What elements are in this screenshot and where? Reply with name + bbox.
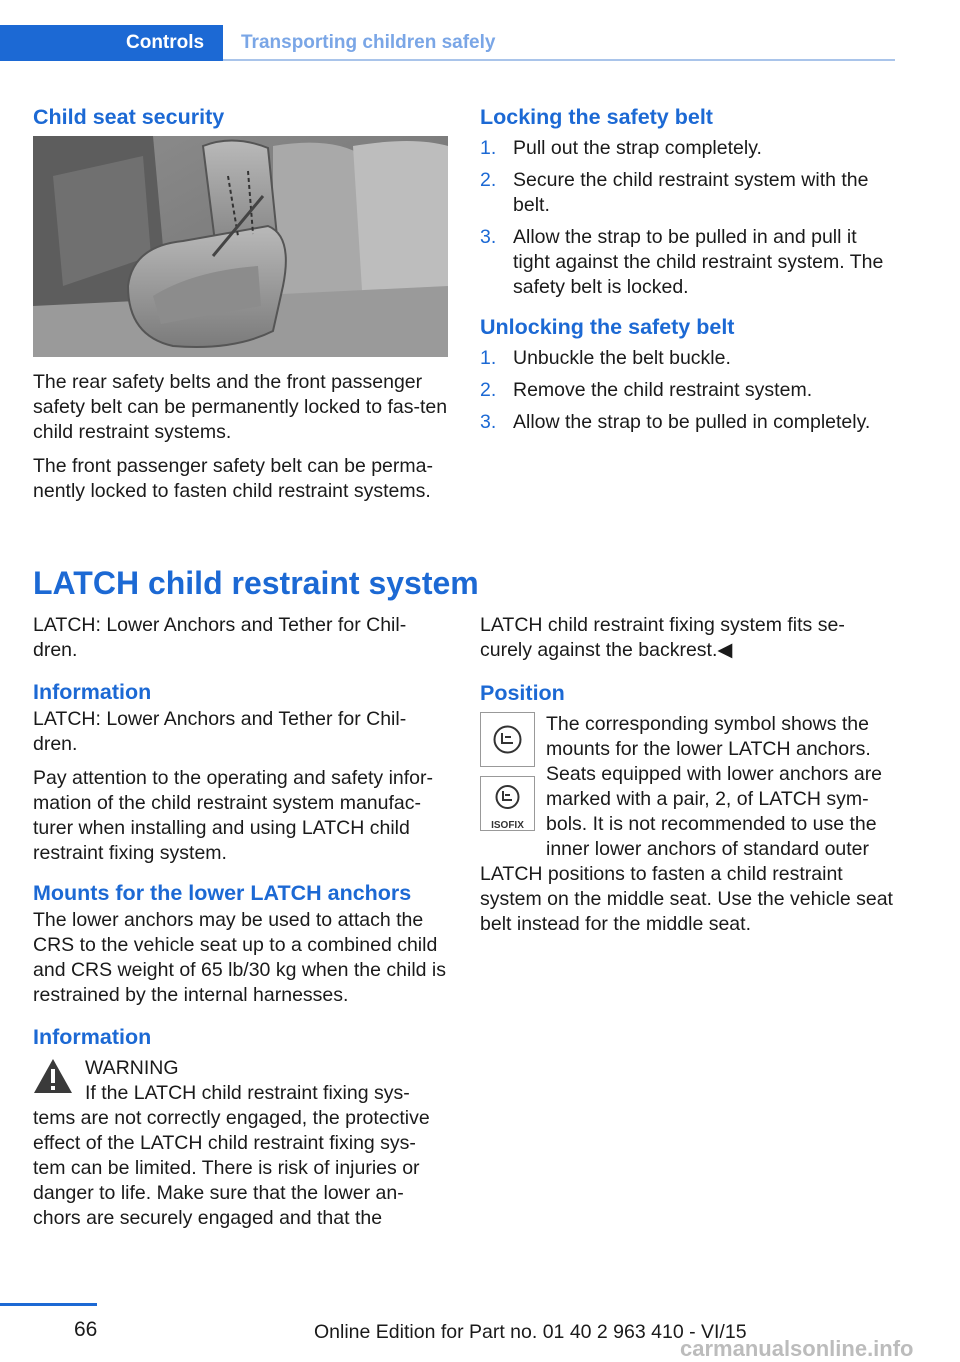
page-number: 66 (74, 1318, 98, 1341)
warning-text: If the LATCH child restraint fixing sys-tems are not correctly engaged, the protective effect of the LATCH child restraint fixing sys-tem can be limited. There is risk of injuries or danger to life. Make sure that the lower an-chors are securely engaged and that the (33, 1082, 430, 1229)
mounts-heading: Mounts for the lower LATCH anchors (33, 881, 412, 905)
subsection-label: Transporting children safely (241, 32, 496, 53)
locking-heading: Locking the safety belt (480, 105, 713, 129)
latch-continued: LATCH child restraint fixing system fits se-curely against the backrest.◀ (480, 614, 845, 661)
child-seat-heading: Child seat security (33, 105, 225, 129)
position-text-b: LATCH positions to fasten a child restraint system on the middle seat. Use the vehicle seat belt instead for the middle seat. (480, 863, 893, 935)
position-heading: Position (480, 681, 565, 705)
warning-block (33, 1056, 448, 1231)
mounts-para: The lower anchors may be used to attach the CRS to the vehicle seat up to a combined child and CRS weight of 65 lb/30 kg when the child is restrained by the internal harnesses. (33, 909, 446, 1006)
isofix-symbol-icon (480, 776, 535, 831)
list-item: 1. Pull out the strap completely. (480, 137, 762, 159)
locking-steps (480, 136, 895, 300)
child-seat-para-1: The rear safety belts and the front passenger safety belt can be permanently locked to fas-ten child restraint systems. (33, 371, 448, 443)
latch-symbol-icon (480, 712, 535, 767)
footer-rule (0, 1303, 97, 1306)
list-item: 2. Secure the child restraint system with the belt. (480, 169, 869, 216)
section-label: Controls (126, 32, 205, 53)
info-heading-1: Information (33, 680, 152, 704)
child-seat-para-2: The front passenger safety belt can be perma-nently locked to fasten child restraint systems. (33, 455, 433, 502)
position-text-a: The corresponding symbol shows the mounts for the lower LATCH anchors. Seats equipped with lower anchors are marked with a pair, 2, of LATCH sym-bols. It is not recommended to use the inner lower anchors of standard outer (546, 713, 883, 860)
section-tab (0, 25, 223, 61)
unlocking-heading: Unlocking the safety belt (480, 315, 735, 339)
child-seat-section (33, 104, 448, 513)
belt-locking-section (480, 104, 895, 445)
list-item: 1. Unbuckle the belt buckle. (480, 347, 731, 369)
child-seat-image (33, 136, 448, 357)
latch-intro: LATCH: Lower Anchors and Tether for Chil-dren. (33, 614, 407, 661)
edition-text: Online Edition for Part no. 01 40 2 963 410 - VI/15 (314, 1321, 747, 1343)
watermark: carmanualsonline.info (680, 1336, 914, 1361)
warning-triangle-icon (33, 1058, 73, 1094)
latch-title: LATCH child restraint system (33, 565, 479, 601)
info-para-1: LATCH: Lower Anchors and Tether for Chil-dren. (33, 708, 407, 755)
position-block (480, 712, 895, 937)
header-rule (223, 59, 895, 61)
latch-right-column (480, 613, 895, 937)
list-item: 3. Allow the strap to be pulled in completely. (480, 411, 871, 433)
page-header (0, 25, 895, 61)
latch-left-column (33, 613, 448, 1231)
info-para-2: Pay attention to the operating and safety infor-mation of the child restraint system manufac-turer when installing and using LATCH child restraint fixing system. (33, 767, 434, 864)
warning-label: WARNING (85, 1057, 179, 1079)
list-item: 3. Allow the strap to be pulled in and pull it tight against the child restraint system. The safety belt is locked. (480, 226, 884, 298)
unlocking-steps (480, 346, 895, 435)
list-item: 2. Remove the child restraint system. (480, 379, 813, 401)
isofix-label: ISOFIX (491, 820, 524, 831)
info-heading-2: Information (33, 1025, 152, 1049)
